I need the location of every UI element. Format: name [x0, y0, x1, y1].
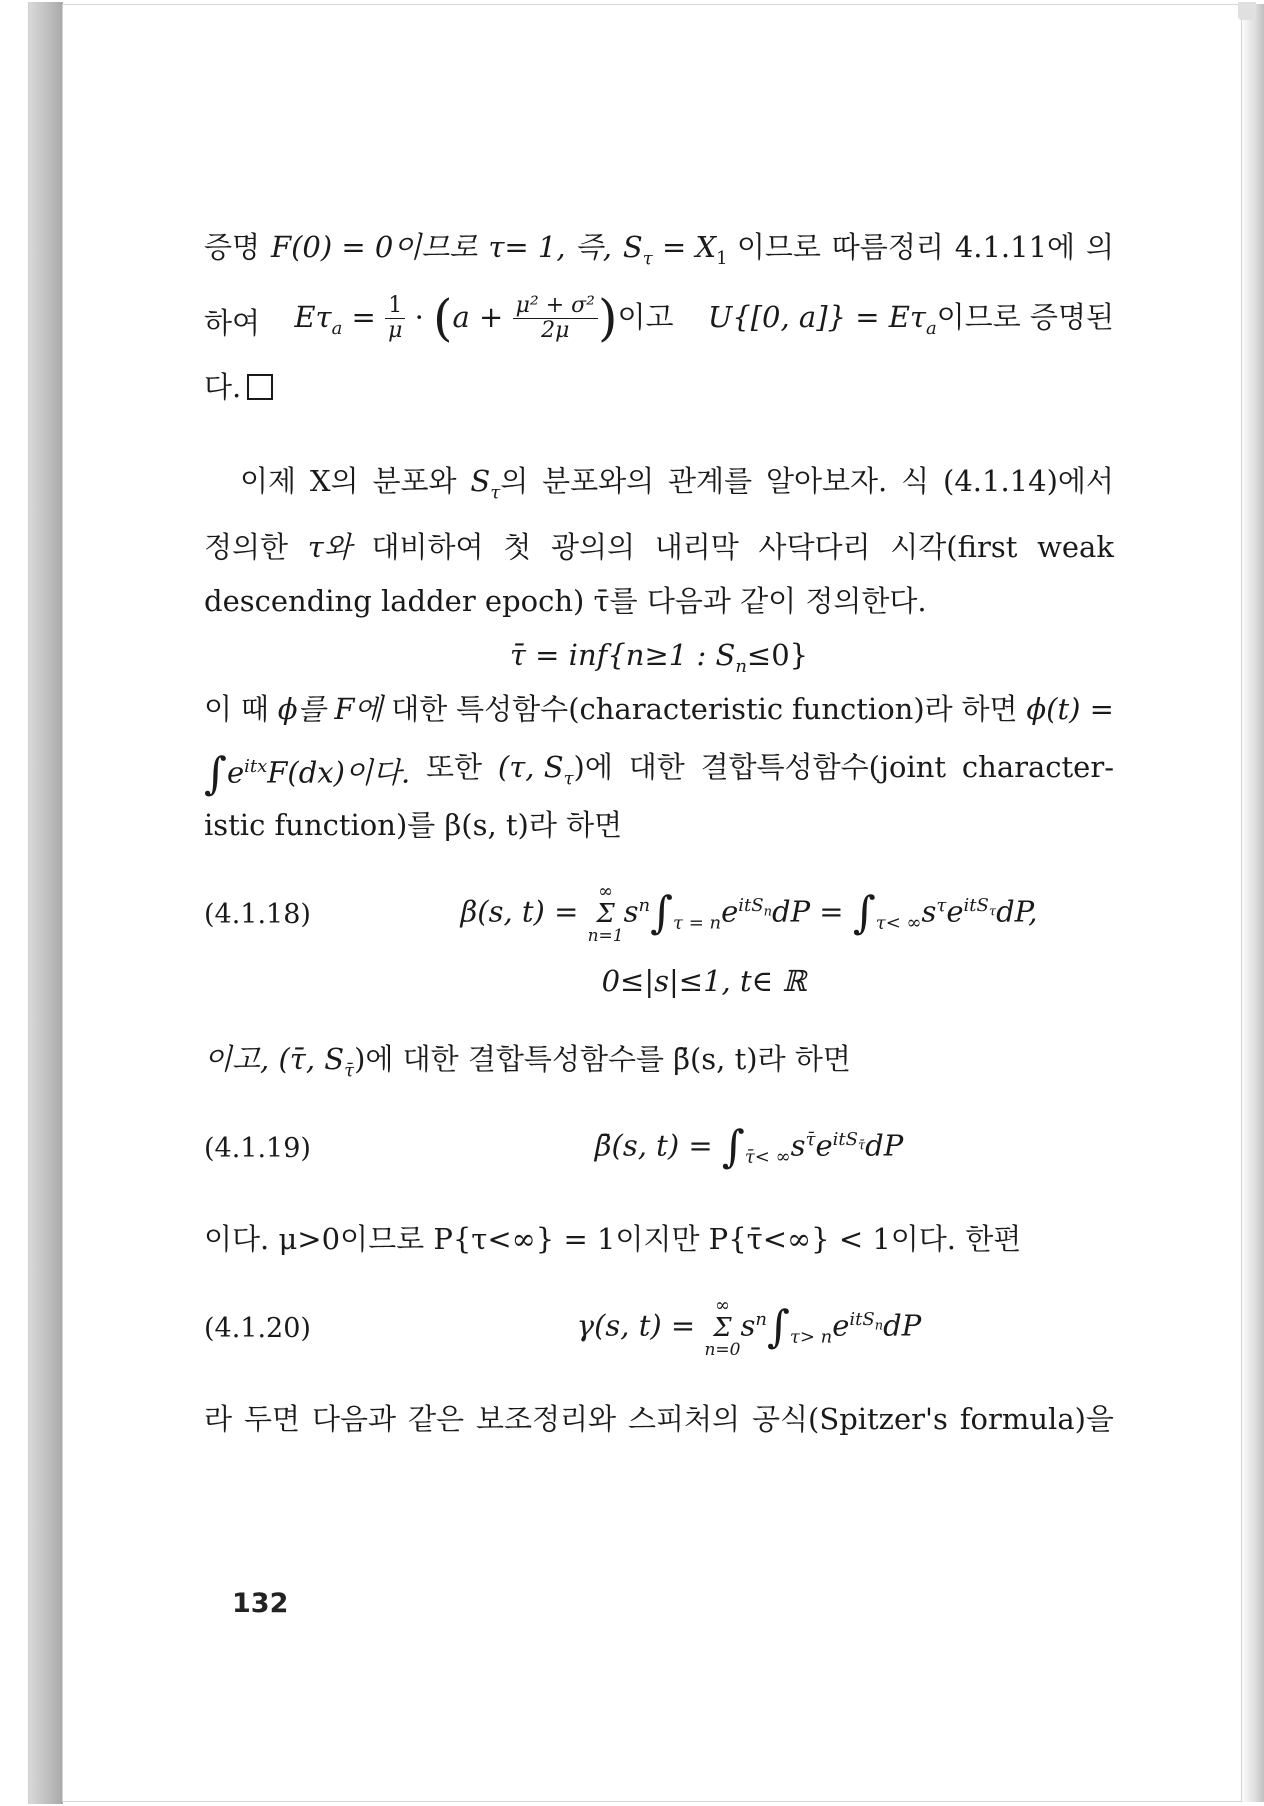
equation-label: (4.1.19) [204, 1132, 311, 1164]
para2-line-1: 이 때 ϕ를 F에 대한 특성함수(characteristic function)라 하면 ϕ(t) = [204, 691, 1114, 726]
equation-4-1-18-condition: 0≤|s|≤1, t∈ ℝ [601, 963, 807, 998]
qed-box-icon [247, 374, 273, 400]
equation-4-1-19: (4.1.19) β̄(s, $t) = \int_{\taū< \infty}s^{\taū}e^{itS_{\taū}}dP$ [204, 1110, 1114, 1188]
sum-symbol: ∞ Σ n=0 [704, 1294, 741, 1360]
para2-line-2: $\int e^{itx}F(dx)$이다. 또한 (τ, $S_\tau$)에 대한 결합특성함수(joint character- [204, 748, 1114, 800]
fraction-mu-sigma: $\frac{\text{μ² + σ²}}{2\mu}$ [513, 294, 598, 343]
proof-line-2: 하여 $E\tau_a$ = $\frac{1}{\mu}$ · (a + $\frac{\text{μ² + σ²}}{2\mu}$ )이고 U{[0, $a]\} = E\tau_a$이므로 증명된 [204, 286, 1114, 360]
sum-symbol: ∞ Σ n=1 [587, 880, 624, 946]
equation-label: (4.1.20) [204, 1312, 311, 1344]
para1-line-1: 이제 X의 분포와 $S_\tau$의 분포와의 관계를 알아보자. 식 (4.1.14)에서 [240, 463, 1114, 503]
page-edge-shadow [1240, 4, 1264, 1802]
equation-4-1-20: (4.1.20) γ(s, t) = ∞ Σ n=0 $s^n\int_{\tau> n}e^{itS_n}dP$ [204, 1294, 922, 1360]
page-content [204, 220, 1114, 1446]
tau-bar-definition: τ̄ = inf{n≥1 : $S_n\le 0$} [509, 637, 809, 677]
para3-line-1: 이고, (τ̄, $S_{\taū}$)에 대한 결합특성함수를 β̄(s, t)라 하면 [204, 1041, 851, 1081]
proof-label: 증명 [204, 230, 261, 264]
expected-tau-formula: $E\tau_a$ = $\frac{1}{\mu}$ · (a + $\frac{\text{μ² + σ²}}{2\mu}$ )이고 [294, 288, 674, 347]
equation-4-1-18: (4.1.18) β(s, t) = ∞ Σ n=1 $s^n\int_{\tau = n}e^{itS_n}dP = \int_{\tau< \infty}s^\tau e^{itS_\tau}dP$, [204, 880, 1038, 946]
proof-line-3: 다. [204, 360, 1114, 414]
para1-line-2: 정의한 τ와 대비하여 첫 광의의 내리막 사닥다리 시각(first weak [204, 529, 1114, 564]
page-number: 132 [232, 1588, 289, 1619]
para2-line-3: istic function)를 β(s, t)라 하면 [204, 807, 623, 842]
page-corner [1238, 2, 1256, 20]
book-spine [28, 2, 63, 1804]
equation-label: (4.1.18) [204, 898, 311, 930]
para1-line-3: descending ladder epoch) τ̄를 다음과 같이 정의한다. [204, 583, 927, 618]
proof-line-1: 증명 F(0) = 0이므로 τ= 1, 즉, $S_\tau = X_1$ 이므로 따름정리 4.1.11에 의 [204, 220, 1114, 286]
para5-line-1: 라 두면 다음과 같은 보조정리와 스피처의 공식(Spitzer's formula)을 [204, 1401, 1114, 1436]
para4-line-1: 이다. μ>0이므로 P{τ<∞} = 1이지만 P{τ̄<∞} < 1이다. 한편 [204, 1221, 1022, 1256]
fraction-one-over-mu: $\frac{1}{\mu}$ [385, 294, 405, 343]
